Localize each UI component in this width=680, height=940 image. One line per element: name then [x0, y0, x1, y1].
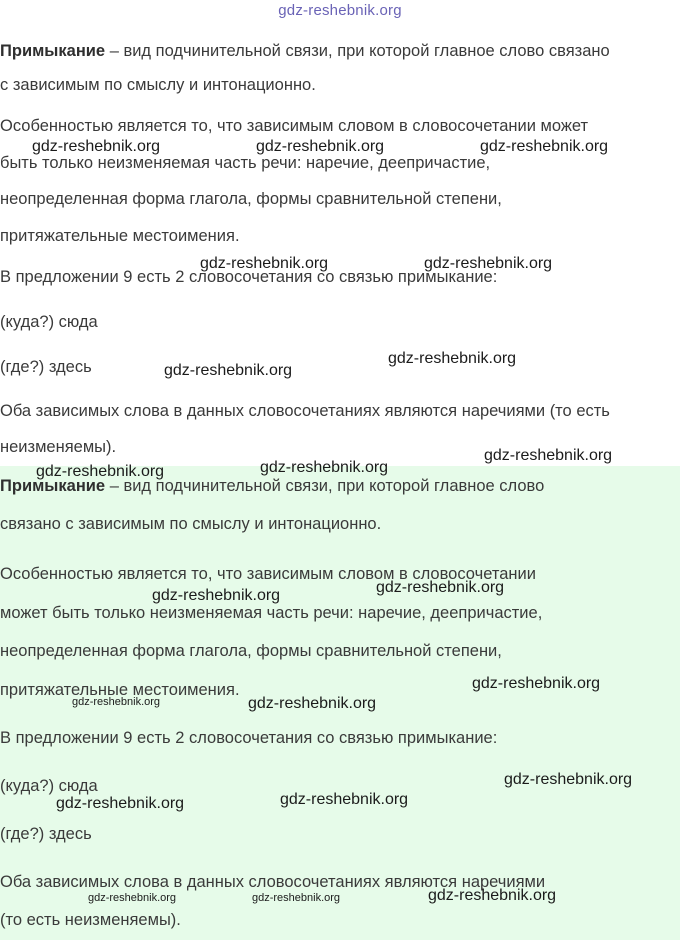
watermark: gdz-reshebnik.org: [472, 675, 601, 692]
text-line: притяжательные местоимения.: [0, 226, 240, 245]
definition-paragraph: [0, 34, 680, 102]
watermark: gdz-reshebnik.org: [72, 696, 161, 708]
text-line: неопределенная форма глагола, формы сравнительной степени,: [0, 190, 502, 208]
answer-block-1: [0, 24, 680, 466]
text-line: – вид подчинительной связи, при которой главное слово связано: [105, 42, 610, 60]
watermark: gdz-reshebnik.org: [280, 791, 409, 808]
watermark: gdz-reshebnik.org: [200, 255, 329, 272]
watermark: gdz-reshebnik.org: [88, 892, 177, 904]
text-line: неопределенная форма глагола, формы сравнительной степени,: [0, 642, 502, 660]
text-line: связано с зависимым по смыслу и интонационно.: [0, 514, 382, 533]
text-line: Особенностью является то, что зависимым словом в словосочетании: [0, 565, 536, 583]
phrase-2: (где?) здесь: [0, 825, 92, 843]
watermark: gdz-reshebnik.org: [484, 447, 613, 464]
watermark: gdz-reshebnik.org: [428, 887, 557, 904]
text-line: быть только неизменяемая часть речи: наречие, деепричастие,: [0, 153, 491, 172]
text-line: с зависимым по смыслу и интонационно.: [0, 76, 316, 94]
text-line: Оба зависимых слова в данных словосочетаниях являются наречиями (то есть: [0, 402, 610, 420]
term: Примыкание: [0, 42, 106, 60]
watermark: gdz-reshebnik.org: [260, 459, 389, 476]
sentence-paragraph: В предложении 9 есть 2 словосочетания со связью примыкание:: [0, 268, 498, 286]
text-line: – вид подчинительной связи, при которой главное слово: [105, 477, 545, 495]
watermark: gdz-reshebnik.org: [36, 463, 165, 480]
text-line: (то есть неизменяемы).: [0, 910, 181, 929]
watermark: gdz-reshebnik.org: [252, 892, 341, 904]
phrase-1: (куда?) сюда: [0, 777, 98, 795]
sentence-paragraph: В предложении 9 есть 2 словосочетания со связью примыкание:: [0, 729, 498, 747]
term: Примыкание: [0, 477, 106, 495]
watermark: gdz-reshebnik.org: [56, 795, 185, 812]
watermark: gdz-reshebnik.org: [152, 587, 281, 604]
watermark: gdz-reshebnik.org: [480, 138, 609, 155]
phrase-2: (где?) здесь: [0, 358, 92, 376]
watermark: gdz-reshebnik.org: [388, 350, 517, 367]
watermark: gdz-reshebnik.org: [256, 138, 385, 155]
text-line: Оба зависимых слова в данных словосочетаниях являются наречиями: [0, 873, 546, 891]
feature-paragraph: [0, 108, 680, 254]
watermark: gdz-reshebnik.org: [504, 771, 633, 788]
watermark: gdz-reshebnik.org: [164, 362, 293, 379]
text-line: неизменяемы).: [0, 437, 117, 456]
text-line: может быть только неизменяемая часть речи: наречие, деепричастие,: [0, 603, 543, 622]
phrase-1: (куда?) сюда: [0, 313, 98, 331]
site-watermark-header: gdz-reshebnik.org: [278, 2, 402, 19]
watermark: gdz-reshebnik.org: [32, 138, 161, 155]
text-line: притяжательные местоимения.: [0, 680, 240, 699]
watermark: gdz-reshebnik.org: [376, 579, 505, 596]
watermark: gdz-reshebnik.org: [424, 255, 553, 272]
watermark: gdz-reshebnik.org: [248, 695, 377, 712]
text-line: Особенностью является то, что зависимым словом в словосочетании может: [0, 117, 589, 135]
